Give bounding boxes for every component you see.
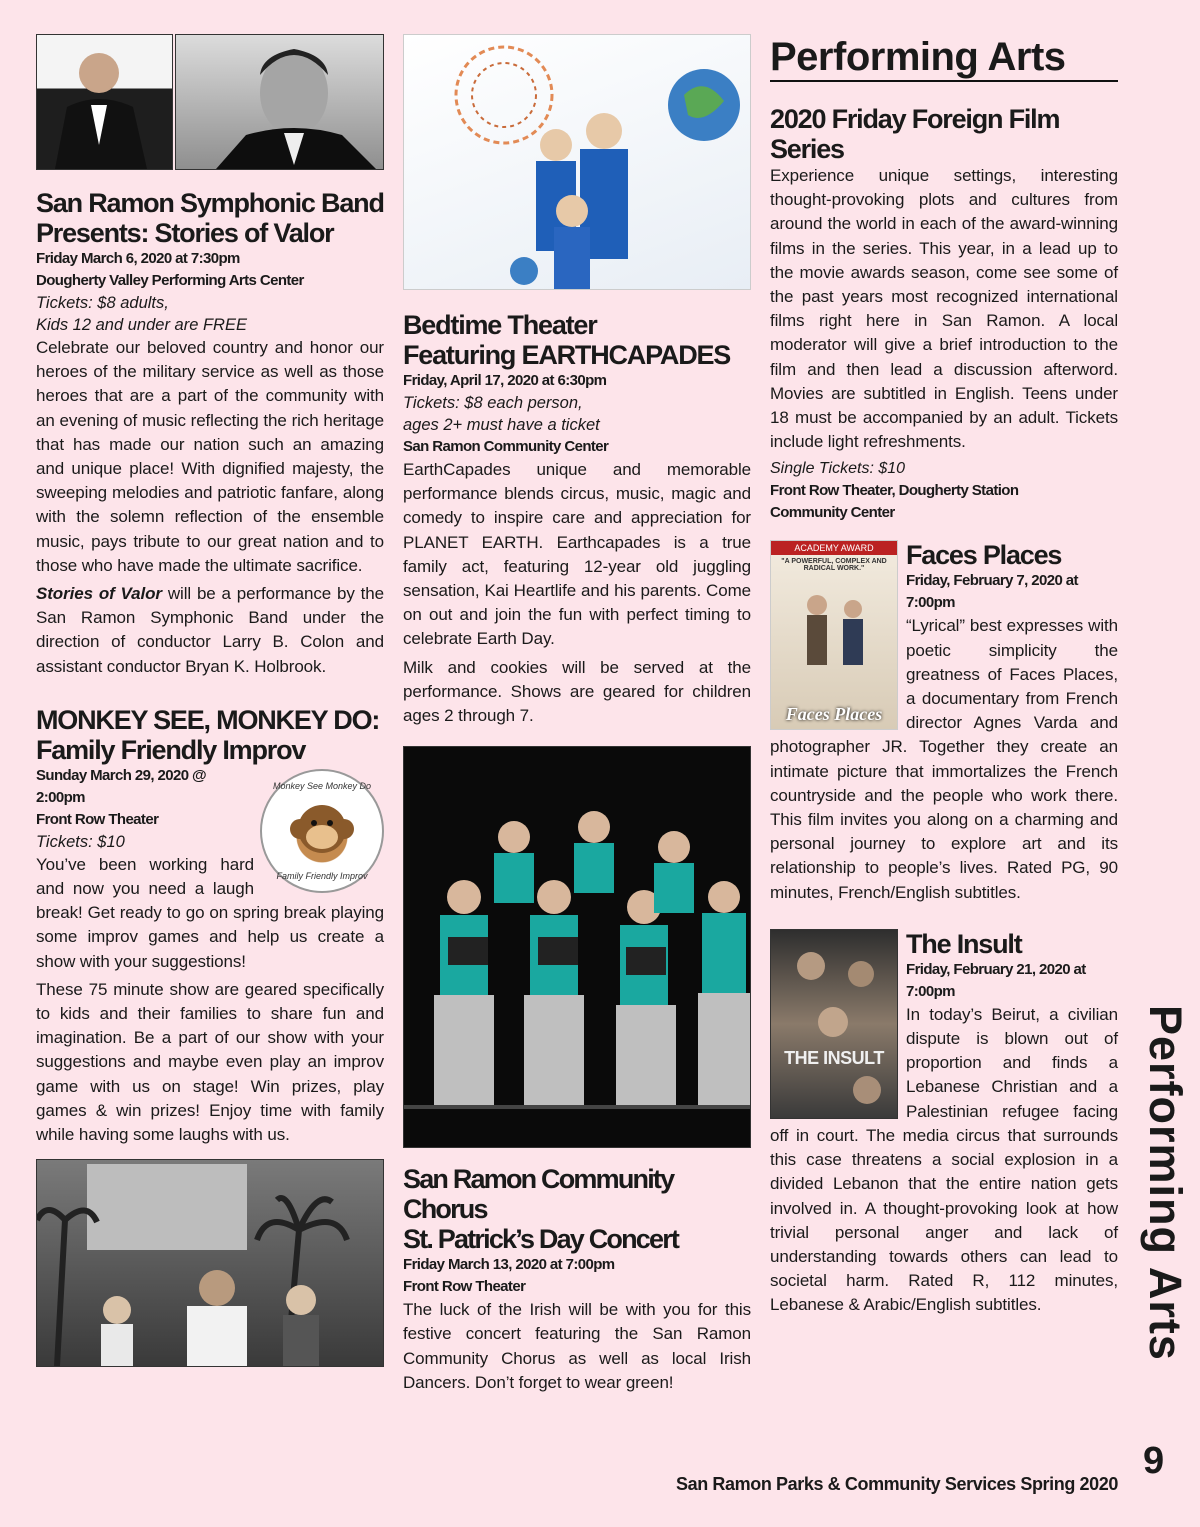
column-right [770,34,1118,1322]
bedtime-tickets-1: Tickets: $8 each person, [403,394,583,412]
earthcapades-family-icon [404,35,750,289]
insult-poster [770,929,898,1119]
insult-body: In today’s Beirut, a civilian dispute is blown out of proportion and finds a Lebanese Christian and a Palestinian refugee facing off in court. The media circus that surrounds this case threatens a social explosion in a divided Lebanon that the entire nation gets involved in. A thought-provoking look at how trivial personal anger and lack of understanding towards others can lead to societal harm. Rated R, 112 minutes, Lebanese & Arabic/English subtitles. [770,1004,1118,1315]
chorus-date: Friday March 13, 2020 at 7:00pm [403,1256,615,1274]
faces-places-body: “Lyrical” best expresses with poetic simplicity the greatness of Faces Places, a documentary from French director Agnes Varda and photographer JR. Together they create an intimate picture that immortalizes the French countryside and the people who work there. This film invites you along on a charming and personal journey to explore art and its relationship to people’s lives. Rated PG, 90 minutes, French/English subtitles. [770,616,1118,902]
band-body-2: Stories of Valor will be a performance by the San Ramon Symphonic Band under the direction of conductor Larry B. Colon and assistant conductor Bryan K. Holbrook. [36,584,384,676]
band-venue: Dougherty Valley Performing Arts Center [36,272,304,289]
improv-date: Sunday March 29, 2020 @ 2:00pm [36,766,207,806]
faces-places-title: Faces Places [906,540,1062,571]
insult-poster-title: THE INSULT [784,1047,884,1068]
insult-poster-faces-icon [771,930,897,1118]
insult-date-1: Friday, February 21, 2020 at [906,960,1086,978]
insult-title: The Insult [906,928,1022,959]
band-photos [36,34,384,170]
monkey-logo-top-text: Monkey See Monkey Do [272,780,372,791]
improv-stage-scene-icon [37,1160,383,1366]
faces-poster-title: Faces Places [785,704,883,725]
film-series-title: 2020 Friday Foreign Film Series [770,104,1060,164]
faces-places-block [770,540,1118,904]
bedtime-venue: San Ramon Community Center [403,438,609,455]
faces-date-1: Friday, February 7, 2020 at [906,572,1078,590]
faces-poster-award: ACADEMY AWARD [771,541,897,555]
band-title: San Ramon Symphonic Band Presents: Stories of Valor [36,188,384,248]
band-body-2-emphasis: Stories of Valor [36,584,162,604]
conductor-silhouette-icon [37,35,173,169]
chorus-venue: Front Row Theater [403,1278,526,1296]
monkey-logo [260,769,384,893]
chorus-title: San Ramon Community Chorus St. Patrick’s Day Concert [403,1164,679,1255]
section-title: Performing Arts [770,34,1118,82]
improv-venue: Front Row Theater [36,810,159,828]
page-footer: San Ramon Parks & Community Services Spring 2020 [676,1474,1118,1494]
chorus-body: The luck of the Irish will be with you for this festive concert featuring the San Ramon Community Chorus as well as local Irish Dancers. Don’t forget to wear green! [403,1300,751,1392]
insult-block [770,929,1118,1318]
earthcapades-photo [403,34,751,290]
band-tickets-1: Tickets: $8 adults, [36,294,169,312]
page-number: 9 [1143,1440,1165,1482]
faces-date-2: 7:00pm [906,594,955,612]
band-body-1: Celebrate our beloved country and honor our heroes of the military service as well as those heroes that are a part of the community with an evening of music reflecting the rich heritage that has made our nation such an amazing and unique place! With dignified majesty, the sweeping melodies and patriotic fanfare, along with the solemn reflection of the ensemble music, pays tribute to our great nation and to those who have made the ultimate sacrifice. [36,338,384,575]
faces-poster-quote: "A POWERFUL, COMPLEX AND RADICAL WORK." [781,558,887,573]
bedtime-tickets-2: ages 2+ must have a ticket [403,416,600,434]
improv-body-2: These 75 minute show are geared specifically to kids and their families to share fun and imagination. Be a part of our show with your suggestions and maybe even play an improv game with us on stage! Win prizes, play games & win prizes! Enjoy time with family while having some laughs with us. [36,979,384,1145]
conductor-photo-1 [36,34,173,170]
bedtime-body-2: Milk and cookies will be served at the performance. Shows are geared for children ages 2 through 7. [403,657,751,726]
insult-date-2: 7:00pm [906,982,955,1000]
bedtime-date: Friday, April 17, 2020 at 6:30pm [403,372,607,389]
film-venue-2: Community Center [770,504,895,522]
band-tickets-2: Kids 12 and under are FREE [36,316,247,334]
conductor-portrait-icon [176,35,384,169]
chorus-singers-icon [404,747,750,1147]
conductor-photo-2 [175,34,384,170]
column-left [36,34,384,1367]
improv-stage-photo [36,1159,384,1367]
monkey-logo-bottom-text: Family Friendly Improv [276,870,368,881]
improv-title: MONKEY SEE, MONKEY DO: Family Friendly Improv [36,704,380,765]
column-middle [403,34,751,1399]
faces-poster-figures-icon [771,575,897,685]
improv-body-1: You’ve been working hard and now you need a laugh break! Get ready to go on spring break playing some improv games and help us create a show with your suggestions! [36,854,384,971]
bedtime-title: Bedtime Theater Featuring EARTHCAPADES [403,310,731,370]
film-series-body: Experience unique settings, interesting thought-provoking plots and cultures from around the world in each of the award-winning films in the series. This year, in a lead up to the movie awards season, come see some of the past years most recognized international films right here in San Ramon. A local moderator will give a brief introduction to the film and then lead a discussion afterword. Movies are subtitled in English. Teens under 18 must be accompanied by an adult. Tickets include light refreshments. [770,166,1118,452]
faces-places-poster [770,540,898,730]
side-section-title: Performing Arts [1140,1005,1191,1361]
chorus-photo [403,746,751,1148]
film-tickets: Single Tickets: $10 [770,460,906,478]
band-date: Friday March 6, 2020 at 7:30pm [36,250,240,267]
bedtime-body-1: EarthCapades unique and memorable performance blends circus, music, magic and comedy to inspire care and appreciation for PLANET EARTH. Earthcapades is a true family act, featuring 12-year old juggling sensation, Kai Heartlife and his parents. Come on out and join the fun with perfect timing to celebrate Earth Day. [403,460,751,649]
film-venue-1: Front Row Theater, Dougherty Station [770,482,1019,500]
improv-tickets: Tickets: $10 [36,832,125,851]
